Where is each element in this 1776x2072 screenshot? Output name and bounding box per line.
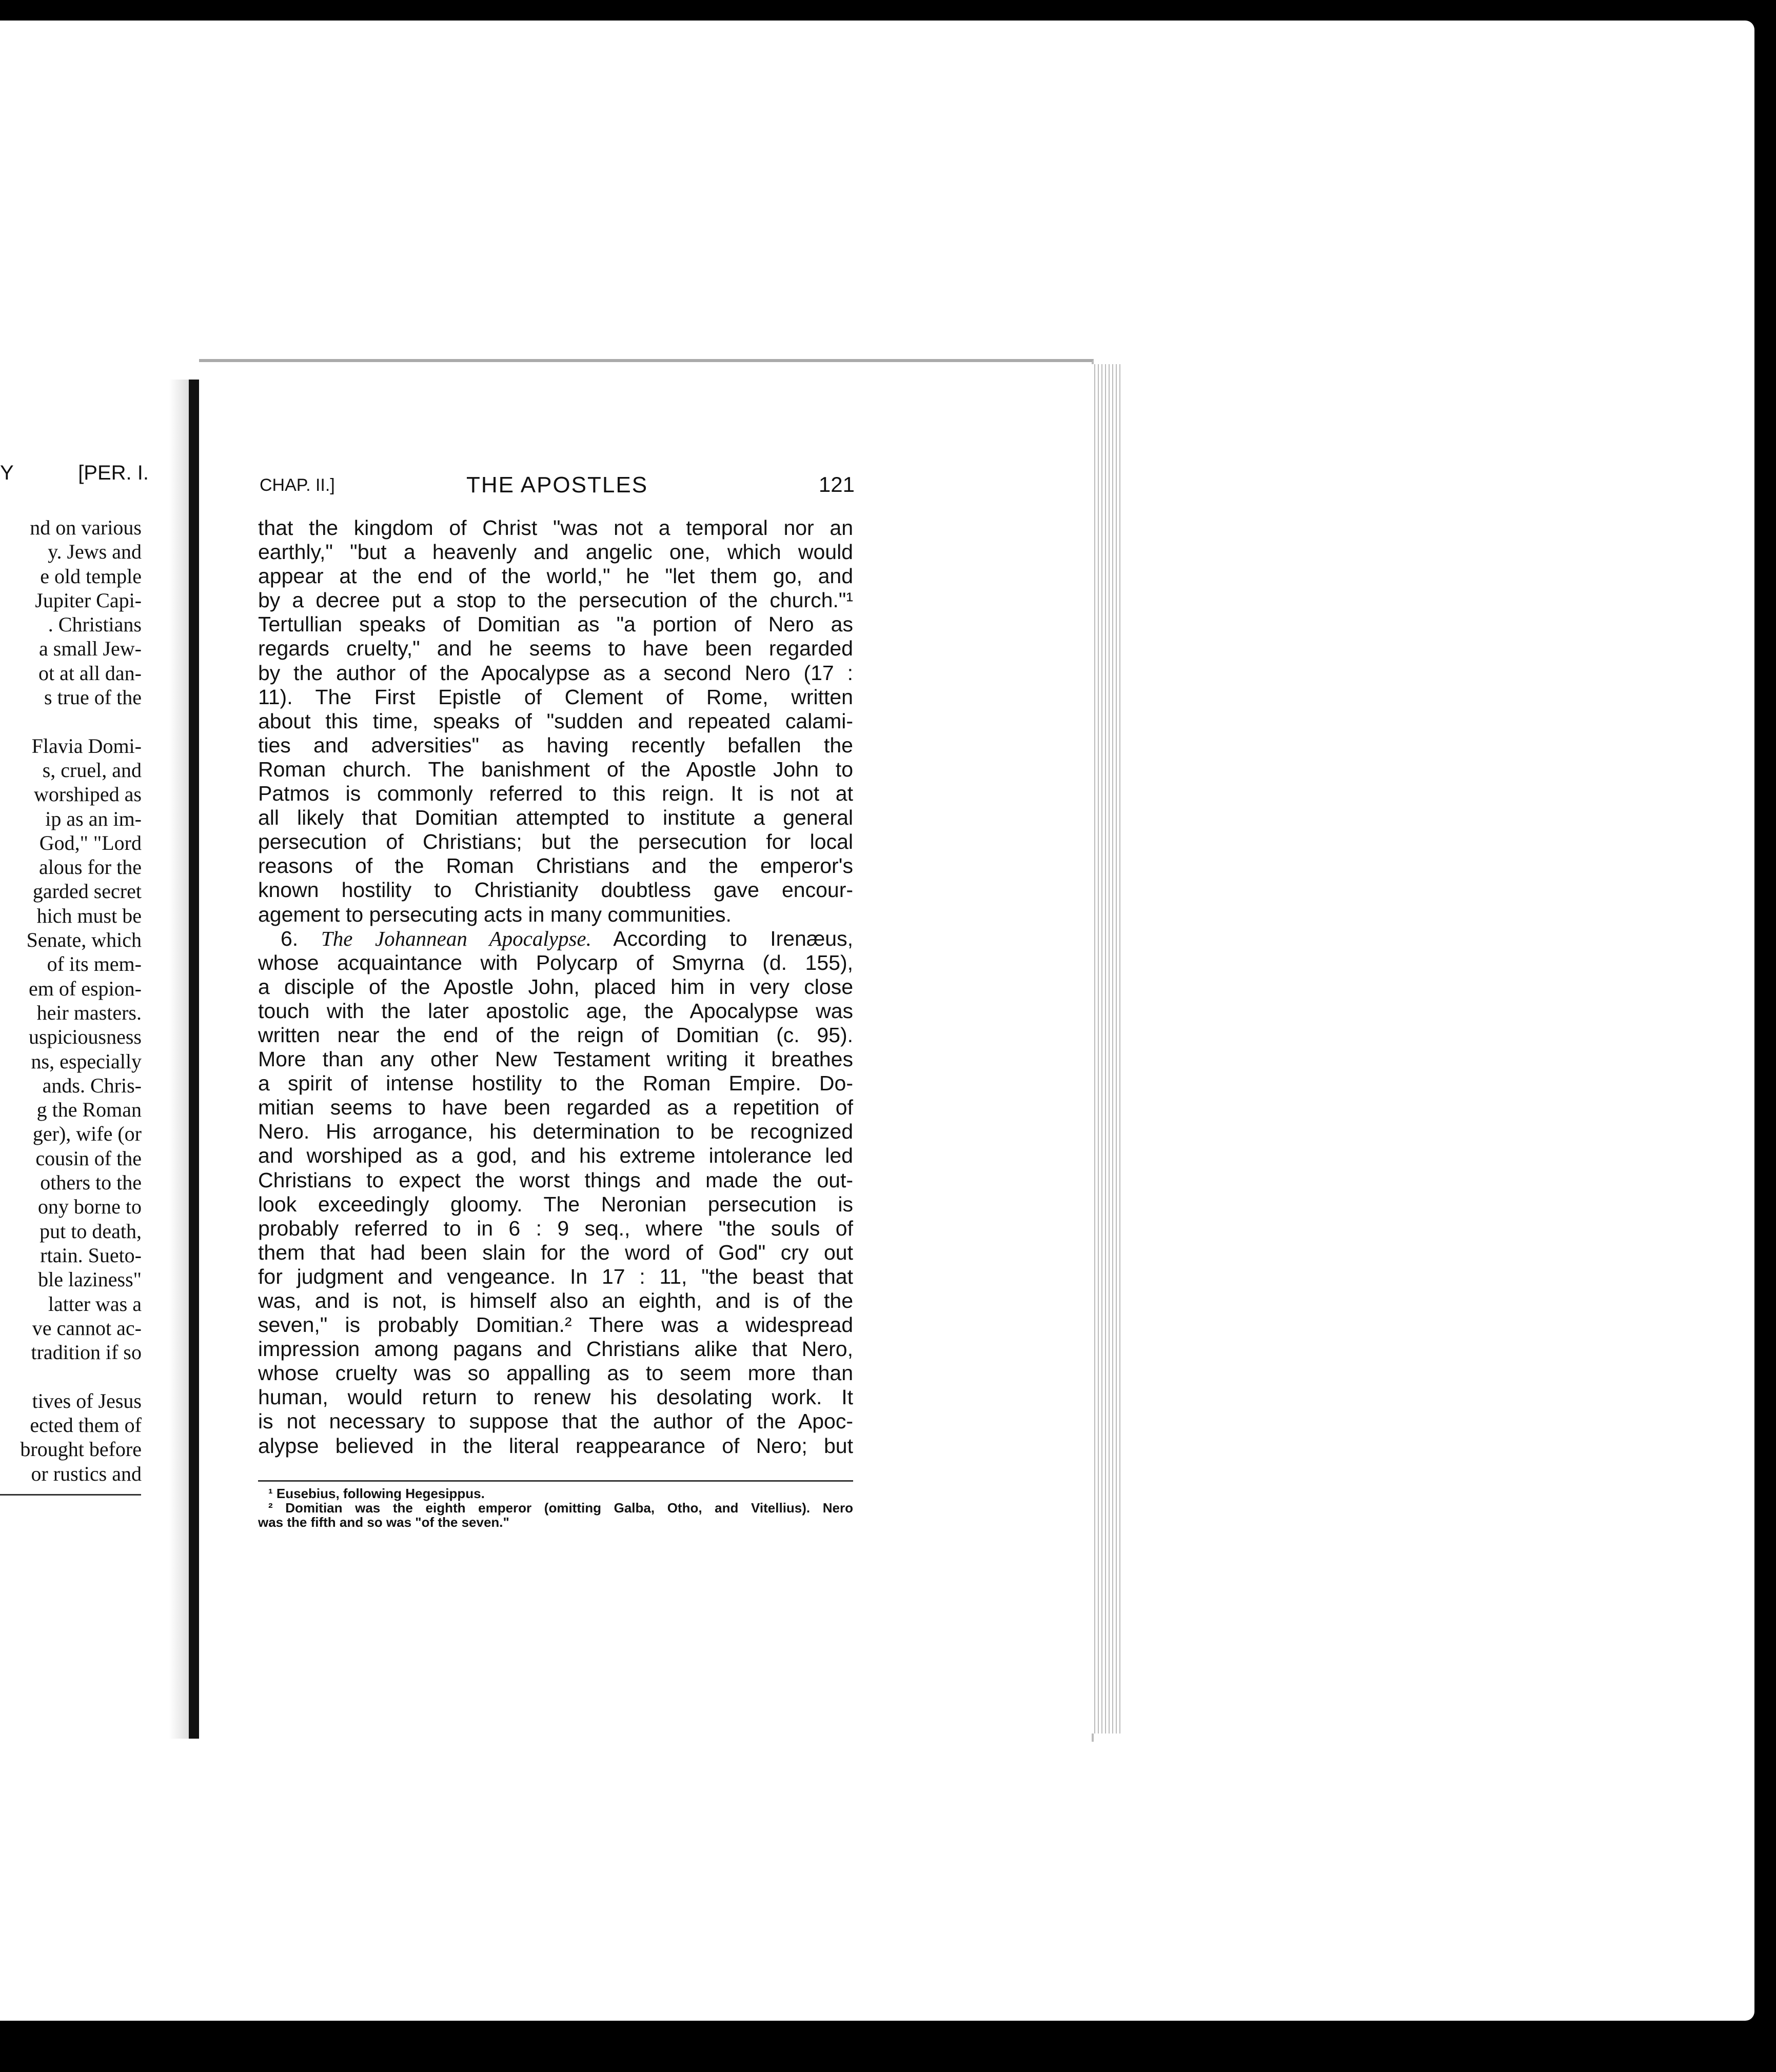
left-text-line: Senate, which bbox=[26, 928, 142, 952]
text-line: More than any other New Testament writing it breathes bbox=[258, 1047, 853, 1071]
text-line: is not necessary to suppose that the author of the Apoc- bbox=[258, 1409, 853, 1433]
text-line: regards cruelty," and he seems to have been regarded bbox=[258, 636, 853, 661]
left-text-line: ony borne to bbox=[37, 1195, 142, 1219]
left-text-line: rtain. Sueto- bbox=[40, 1243, 142, 1267]
left-text-line: Jupiter Capi- bbox=[35, 588, 142, 612]
left-text-line: ger), wife (or bbox=[32, 1122, 142, 1146]
footnote-line: ¹ Eusebius, following Hegesippus. bbox=[268, 1486, 485, 1501]
chapter-label: CHAP. II.] bbox=[260, 475, 335, 495]
section-number: 6. bbox=[281, 926, 321, 950]
left-text-line: others to the bbox=[40, 1171, 142, 1194]
text-line: and worshiped as a god, and his extreme intolerance led bbox=[258, 1144, 853, 1168]
text-line: Tertullian speaks of Domitian as "a portion of Nero as bbox=[258, 612, 853, 636]
left-text-line: ble laziness" bbox=[38, 1268, 142, 1291]
left-text-line: ot at all dan- bbox=[38, 661, 142, 685]
section-first-line: According to Irenæus, bbox=[591, 926, 853, 950]
text-line: earthly," "but a heavenly and angelic one, which would bbox=[258, 540, 853, 564]
running-title: THE APOSTLES bbox=[466, 472, 648, 497]
text-line: Roman church. The banishment of the Apostle John to bbox=[258, 757, 853, 781]
left-text-line: ns, especially bbox=[31, 1049, 142, 1073]
footnote-line: was the fifth and so was "of the seven." bbox=[258, 1515, 509, 1530]
left-text-line: em of espion- bbox=[29, 977, 142, 1000]
text-line: human, would return to renew his desolating work. It bbox=[258, 1385, 853, 1409]
text-line: written near the end of the reign of Domitian (c. 95). bbox=[258, 1023, 853, 1047]
text-line: agement to persecuting acts in many communities. bbox=[258, 902, 732, 926]
scan-border-bottom bbox=[0, 2021, 1776, 2072]
text-line: mitian seems to have been regarded as a repetition of bbox=[258, 1095, 853, 1120]
left-text-line: brought before bbox=[20, 1438, 142, 1461]
section-heading-line bbox=[258, 927, 853, 951]
left-text-line: put to death, bbox=[40, 1219, 142, 1243]
footnotes bbox=[258, 1486, 853, 1529]
left-text-line: nd on various bbox=[30, 516, 142, 539]
left-footnote-rule bbox=[0, 1494, 141, 1496]
left-text-line: cousin of the bbox=[35, 1146, 142, 1170]
left-text-line: alous for the bbox=[39, 855, 142, 879]
left-text-line: . Christians bbox=[48, 613, 142, 636]
left-text-line: ected them of bbox=[30, 1413, 142, 1437]
left-text-line: g the Roman bbox=[36, 1098, 142, 1122]
left-text-line: latter was a bbox=[48, 1292, 142, 1316]
left-text-line: e old temple bbox=[40, 564, 142, 588]
left-text-line: ip as an im- bbox=[45, 807, 142, 830]
left-text-line: y. Jews and bbox=[48, 540, 142, 564]
text-line: Patmos is commonly referred to this reign. It is not at bbox=[258, 782, 853, 806]
text-line: for judgment and vengeance. In 17 : 11, "the beast that bbox=[258, 1264, 853, 1288]
body-text bbox=[258, 516, 853, 1458]
text-line: that the kingdom of Christ "was not a temporal nor an bbox=[258, 516, 853, 540]
gutter-shadow bbox=[169, 380, 189, 1739]
left-header-section: [PER. I. bbox=[78, 462, 149, 484]
page-edges bbox=[1092, 364, 1120, 1734]
left-running-head bbox=[0, 462, 149, 492]
left-text-line: hich must be bbox=[36, 904, 142, 927]
text-line: touch with the later apostolic age, the Apocalypse was bbox=[258, 999, 853, 1023]
left-text-line bbox=[0, 709, 142, 733]
text-line: Nero. His arrogance, his determination to be recognized bbox=[258, 1120, 853, 1144]
left-text-line: garded secret bbox=[32, 880, 142, 903]
footnote-rule bbox=[258, 1480, 853, 1482]
left-text-line: or rustics and bbox=[31, 1462, 142, 1485]
text-line: persecution of Christians; but the persecution for local bbox=[258, 830, 853, 854]
text-line: appear at the end of the world," he "let them go, and bbox=[258, 564, 853, 588]
left-text-line: tradition if so bbox=[31, 1341, 142, 1364]
text-line: them that had been slain for the word of God" cry out bbox=[258, 1240, 853, 1264]
running-head bbox=[260, 472, 855, 503]
text-line: impression among pagans and Christians alike that Nero, bbox=[258, 1337, 853, 1361]
text-line: a disciple of the Apostle John, placed him in very close bbox=[258, 974, 853, 999]
text-line: by a decree put a stop to the persecution of the church."¹ bbox=[258, 588, 853, 612]
left-text-line: heir masters. bbox=[36, 1001, 142, 1024]
left-text-line: uspiciousness bbox=[29, 1025, 142, 1049]
text-line: by the author of the Apocalypse as a second Nero (17 : bbox=[258, 661, 853, 685]
scan-background bbox=[0, 21, 1754, 2021]
text-line: 11). The First Epistle of Clement of Rome, written bbox=[258, 685, 853, 709]
text-line: known hostility to Christianity doubtless gave encour- bbox=[258, 878, 853, 902]
scan-border-right bbox=[1754, 0, 1776, 2072]
left-text-line: ve cannot ac- bbox=[32, 1316, 142, 1340]
text-line: alypse believed in the literal reappearance of Nero; but bbox=[258, 1433, 853, 1458]
section-title: The Johannean Apocalypse. bbox=[321, 926, 591, 950]
text-line: all likely that Domitian attempted to institute a general bbox=[258, 806, 853, 830]
left-text-line: of its mem- bbox=[47, 952, 142, 976]
left-text-line: a small Jew- bbox=[39, 637, 142, 661]
footnote-line: ² Domitian was the eighth emperor (omitting Galba, Otho, and Vitellius). Nero bbox=[268, 1500, 853, 1516]
text-line: was, and is not, is himself also an eighth, and is of the bbox=[258, 1289, 853, 1312]
book-gutter bbox=[189, 380, 199, 1739]
left-text-column bbox=[0, 515, 142, 1486]
left-text-line: ands. Chris- bbox=[42, 1073, 142, 1097]
left-text-line: s, cruel, and bbox=[42, 758, 142, 782]
left-text-line bbox=[0, 1364, 142, 1388]
text-line: a spirit of intense hostility to the Roman Empire. Do- bbox=[258, 1071, 853, 1095]
text-line: probably referred to in 6 : 9 seq., where "the souls of bbox=[258, 1216, 853, 1240]
text-line: look exceedingly gloomy. The Neronian persecution is bbox=[258, 1192, 853, 1216]
text-line: ties and adversities" as having recently befallen the bbox=[258, 733, 853, 757]
left-header-fragment: Y bbox=[0, 462, 14, 484]
page-number: 121 bbox=[818, 472, 855, 496]
left-text-line: s true of the bbox=[44, 686, 142, 709]
left-text-line: worshiped as bbox=[34, 783, 142, 806]
left-page bbox=[0, 359, 185, 1739]
right-page bbox=[199, 359, 1094, 1742]
text-line: seven," is probably Domitian.² There was a widespread bbox=[258, 1313, 853, 1337]
text-line: Christians to expect the worst things and made the out- bbox=[258, 1168, 853, 1192]
left-text-line: God," "Lord bbox=[39, 831, 142, 854]
text-line: about this time, speaks of "sudden and repeated calami- bbox=[258, 709, 853, 733]
text-line: reasons of the Roman Christians and the emperor's bbox=[258, 854, 853, 878]
left-text-line: tives of Jesus bbox=[32, 1389, 142, 1412]
text-line: whose acquaintance with Polycarp of Smyrna (d. 155), bbox=[258, 950, 853, 974]
left-text-line: Flavia Domi- bbox=[31, 734, 142, 758]
text-line: whose cruelty was so appalling as to seem more than bbox=[258, 1361, 853, 1385]
